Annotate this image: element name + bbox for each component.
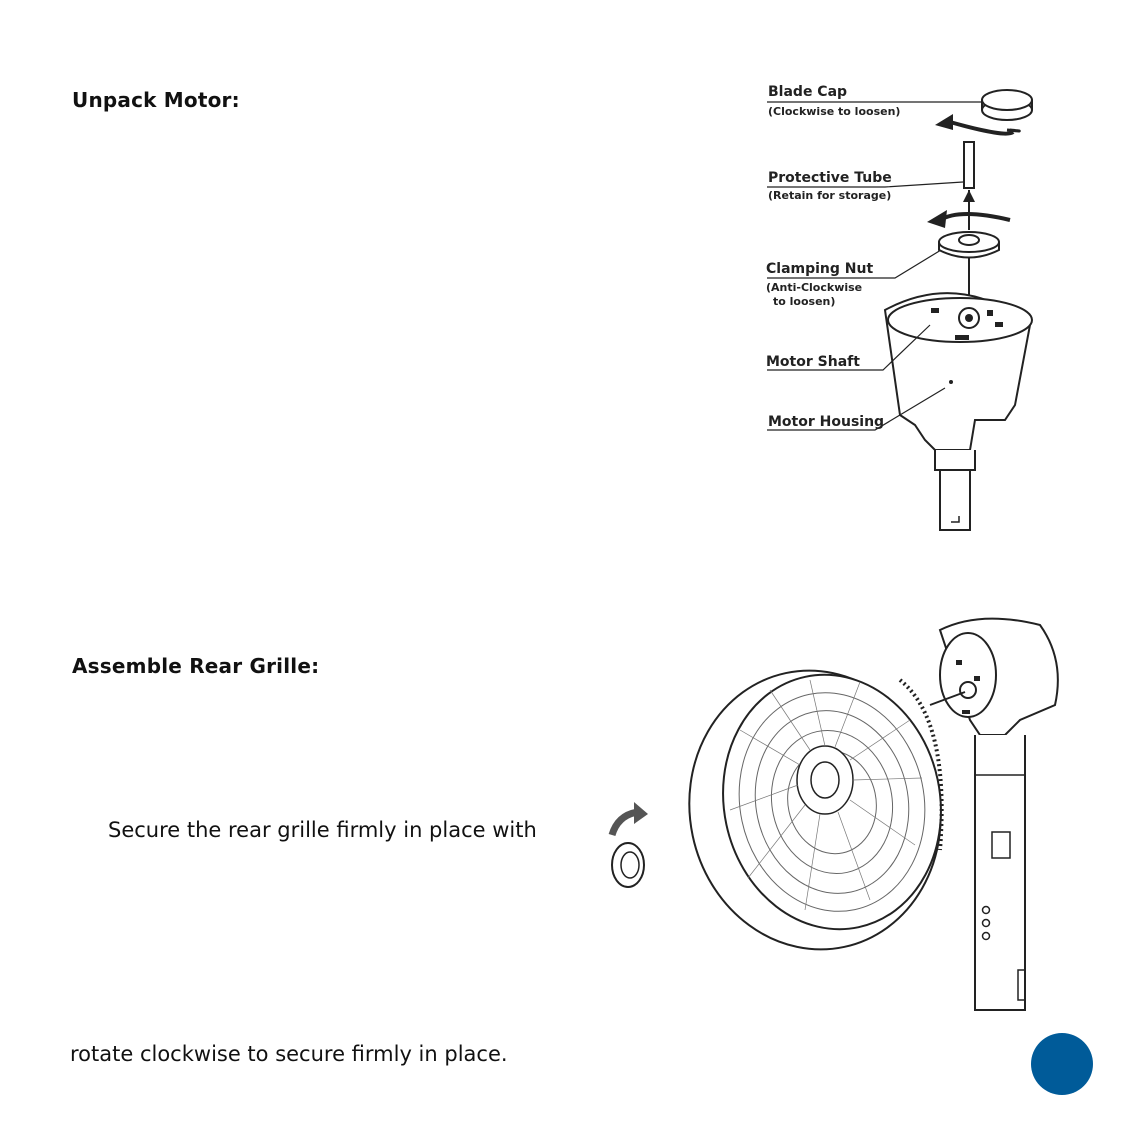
- assemble-rear-grille-title: Assemble Rear Grille: [72, 654, 312, 678]
- grille-nut-drawing: [612, 843, 644, 887]
- rotate-instruction: rotate clockwise to secure firmly in place.: [70, 1042, 508, 1066]
- motor-housing-drawing: [885, 293, 1032, 530]
- rear-grille-diagram: [600, 610, 1070, 1030]
- clamping-nut-label: Clamping Nut: [766, 261, 874, 277]
- protective-tube-drawing: [963, 142, 975, 230]
- motor-pole-drawing: [930, 619, 1058, 1010]
- motor-housing-label: Motor Housing: [768, 414, 885, 430]
- blade-cap-label: Blade Cap: [768, 84, 848, 100]
- clamping-nut-note-1: (Anti-Clockwise: [766, 281, 863, 294]
- protective-tube-note: (Retain for storage): [768, 189, 892, 202]
- secure-instruction: Secure the rear grille firmly in place with: [108, 818, 537, 842]
- clamping-nut-note-2: to loosen): [773, 295, 836, 308]
- protective-tube-label: Protective Tube: [768, 170, 892, 186]
- blade-cap-drawing: [935, 90, 1045, 134]
- page-badge: [1031, 1033, 1093, 1095]
- motor-diagram: [755, 70, 1045, 545]
- unpack-motor-heading: Unpack Motor:: [72, 88, 240, 112]
- clockwise-arrow-icon: [612, 802, 648, 835]
- assemble-rear-grille-heading: [72, 654, 319, 678]
- heading-colon: :: [311, 654, 320, 678]
- rear-grille-drawing: [664, 647, 967, 973]
- motor-shaft-label: Motor Shaft: [766, 354, 860, 370]
- blade-cap-note: (Clockwise to loosen): [768, 105, 901, 118]
